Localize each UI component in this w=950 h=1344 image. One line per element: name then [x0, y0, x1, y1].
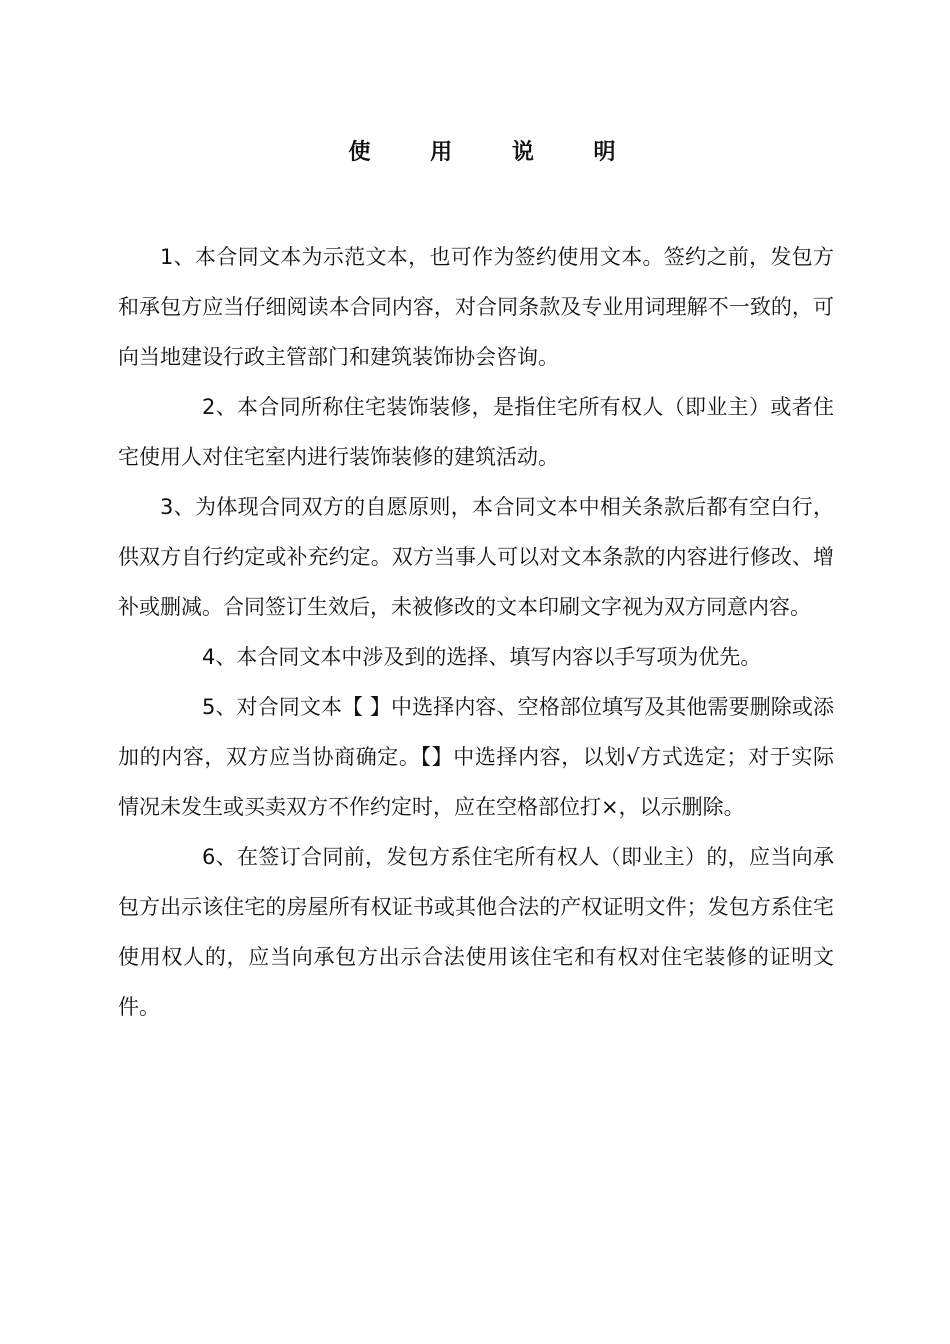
paragraph-4: 4、本合同文本中涉及到的选择、填写内容以手写项为优先。 — [202, 645, 762, 669]
paragraph-5: 5、对合同文本【 】中选择内容、空格部位填写及其他需要删除或添加的内容，双方应当协商确定。【】中选择内容，以划√方式选定；对于实际情况未发生或买卖双方不作约定时，应在空格部位打×，以示删除。 — [118, 695, 834, 819]
page-title: 使 用 说 明 — [348, 140, 642, 165]
paragraph-1: 1、本合同文本为示范文本，也可作为签约使用文本。签约之前，发包方和承包方应当仔细阅读本合同内容，对合同条款及专业用词理解不一致的，可向当地建设行政主管部门和建筑装饰协会咨询。 — [118, 245, 834, 369]
document-body — [118, 232, 834, 1032]
paragraph-6: 6、在签订合同前，发包方系住宅所有权人（即业主）的，应当向承包方出示该住宅的房屋所有权证书或其他合法的产权证明文件；发包方系住宅使用权人的，应当向承包方出示合法使用该住宅和有权对住宅装修的证明文件。 — [118, 845, 834, 1019]
paragraph-3: 3、为体现合同双方的自愿原则，本合同文本中相关条款后都有空白行，供双方自行约定或补充约定。双方当事人可以对文本条款的内容进行修改、增补或删减。合同签订生效后，未被修改的文本印刷文字视为双方同意内容。 — [118, 495, 834, 619]
paragraph-2: 2、本合同所称住宅装饰装修，是指住宅所有权人（即业主）或者住宅使用人对住宅室内进行装饰装修的建筑活动。 — [118, 395, 834, 469]
